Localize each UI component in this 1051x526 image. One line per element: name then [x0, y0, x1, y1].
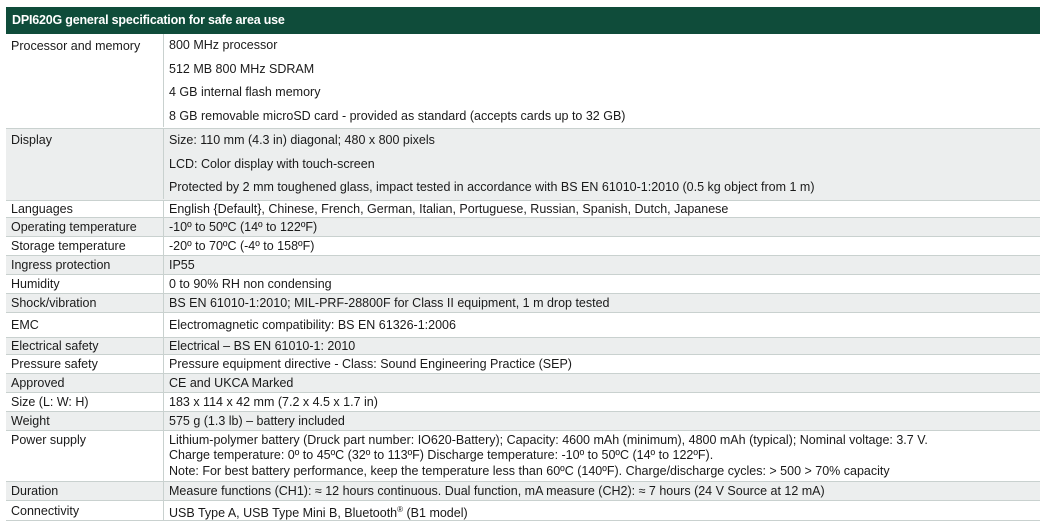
- table-row: [6, 34, 1040, 129]
- row-value: 0 to 90% RH non condensing: [169, 276, 332, 291]
- row-label: Electrical safety: [6, 338, 164, 354]
- row-value: Charge temperature: 0º to 45ºC (32º to 113ºF) Discharge temperature: -10º to 50ºC (14º to 122ºF).: [169, 448, 714, 462]
- row-value: -20º to 70ºC (-4º to 158ºF): [169, 238, 315, 253]
- registered-mark: ®: [397, 504, 404, 514]
- row-value: 183 x 114 x 42 mm (7.2 x 4.5 x 1.7 in): [169, 394, 378, 409]
- row-value: USB Type A, USB Type Mini B, Bluetooth: [169, 505, 398, 520]
- row-value: 4 GB internal flash memory: [169, 85, 321, 99]
- row-values: [164, 129, 1040, 200]
- row-values: [164, 501, 1040, 520]
- row-label: Languages: [6, 201, 164, 217]
- row-values: [164, 374, 1040, 392]
- row-values: [164, 201, 1040, 217]
- row-value: Electromagnetic compatibility: BS EN 61326-1:2006: [169, 317, 456, 332]
- table-row: [6, 201, 1040, 218]
- row-value: English {Default}, Chinese, French, German, Italian, Portuguese, Russian, Spanish, Dutch, Japanese: [169, 201, 729, 216]
- row-values: [164, 218, 1040, 236]
- row-value: (B1 model): [403, 505, 468, 520]
- row-label: Connectivity: [6, 501, 164, 520]
- row-values: [164, 34, 1040, 128]
- row-value: 512 MB 800 MHz SDRAM: [169, 61, 315, 76]
- row-value: Electrical – BS EN 61010-1: 2010: [169, 338, 356, 353]
- row-value: CE and UKCA Marked: [169, 375, 294, 390]
- row-value: 575 g (1.3 lb) – battery included: [169, 413, 345, 428]
- row-value: Pressure equipment directive - Class: Sound Engineering Practice (SEP): [169, 356, 572, 371]
- row-values: [164, 256, 1040, 274]
- row-values: [164, 275, 1040, 293]
- row-value: -10º to 50ºC (14º to 122ºF): [169, 219, 318, 234]
- row-label: EMC: [6, 313, 164, 337]
- row-values: [164, 412, 1040, 430]
- row-value: 800 MHz processor: [169, 38, 278, 52]
- row-value: 8 GB removable microSD card - provided as standard (accepts cards up to 32 GB): [169, 108, 626, 123]
- table-title: DPI620G general specification for safe area use: [6, 7, 1040, 34]
- row-label: Approved: [6, 374, 164, 392]
- row-values: [164, 482, 1040, 500]
- row-values: [164, 237, 1040, 255]
- table-row: [6, 374, 1040, 393]
- spec-table: [6, 7, 1040, 521]
- table-row: [6, 313, 1040, 338]
- table-row: [6, 256, 1040, 275]
- table-row: [6, 501, 1040, 521]
- row-value: Note: For best battery performance, keep the temperature less than 60ºC (140ºF). Charge/discharge cycles: > 500 > 70% capacity: [169, 463, 890, 478]
- row-label: Pressure safety: [6, 355, 164, 373]
- row-value: BS EN 61010-1:2010; MIL-PRF-28800F for Class II equipment, 1 m drop tested: [169, 295, 610, 310]
- table-row: [6, 355, 1040, 374]
- row-value: LCD: Color display with touch-screen: [169, 156, 375, 171]
- table-row: [6, 482, 1040, 501]
- row-label: Duration: [6, 482, 164, 500]
- row-values: [164, 313, 1040, 337]
- table-row: [6, 393, 1040, 412]
- row-value: Measure functions (CH1): ≈ 12 hours continuous. Dual function, mA measure (CH2): ≈ 7 hours (24 V Source at 12 mA): [169, 483, 825, 498]
- row-value: Protected by 2 mm toughened glass, impact tested in accordance with BS EN 61010-1:2010 (0.5 kg object from 1 m): [169, 180, 815, 194]
- row-label: Display: [6, 129, 164, 199]
- row-label: Size (L: W: H): [6, 393, 164, 411]
- row-label: Processor and memory: [6, 34, 164, 127]
- row-values: [164, 355, 1040, 373]
- row-label: Weight: [6, 412, 164, 430]
- row-values: [164, 294, 1040, 312]
- row-value: IP55: [169, 257, 195, 272]
- row-label: Shock/vibration: [6, 294, 164, 312]
- table-row: [6, 412, 1040, 431]
- table-row: [6, 275, 1040, 294]
- table-row: [6, 218, 1040, 237]
- row-value: Lithium-polymer battery (Druck part number: IO620-Battery); Capacity: 4600 mAh (minimum), 4800 mAh (typical); Nominal voltage: 3.7 V.: [169, 432, 928, 447]
- table-row: [6, 338, 1040, 355]
- row-label: Power supply: [6, 431, 164, 481]
- row-label: Storage temperature: [6, 237, 164, 255]
- row-value: Size: 110 mm (4.3 in) diagonal; 480 x 800 pixels: [169, 133, 435, 147]
- row-label: Ingress protection: [6, 256, 164, 274]
- row-values: [164, 393, 1040, 411]
- table-row: [6, 431, 1040, 482]
- table-row: [6, 294, 1040, 313]
- row-values: [164, 338, 1040, 354]
- row-label: Humidity: [6, 275, 164, 293]
- row-label: Operating temperature: [6, 218, 164, 236]
- row-values: [164, 431, 1040, 481]
- table-row: [6, 237, 1040, 256]
- table-row: [6, 129, 1040, 201]
